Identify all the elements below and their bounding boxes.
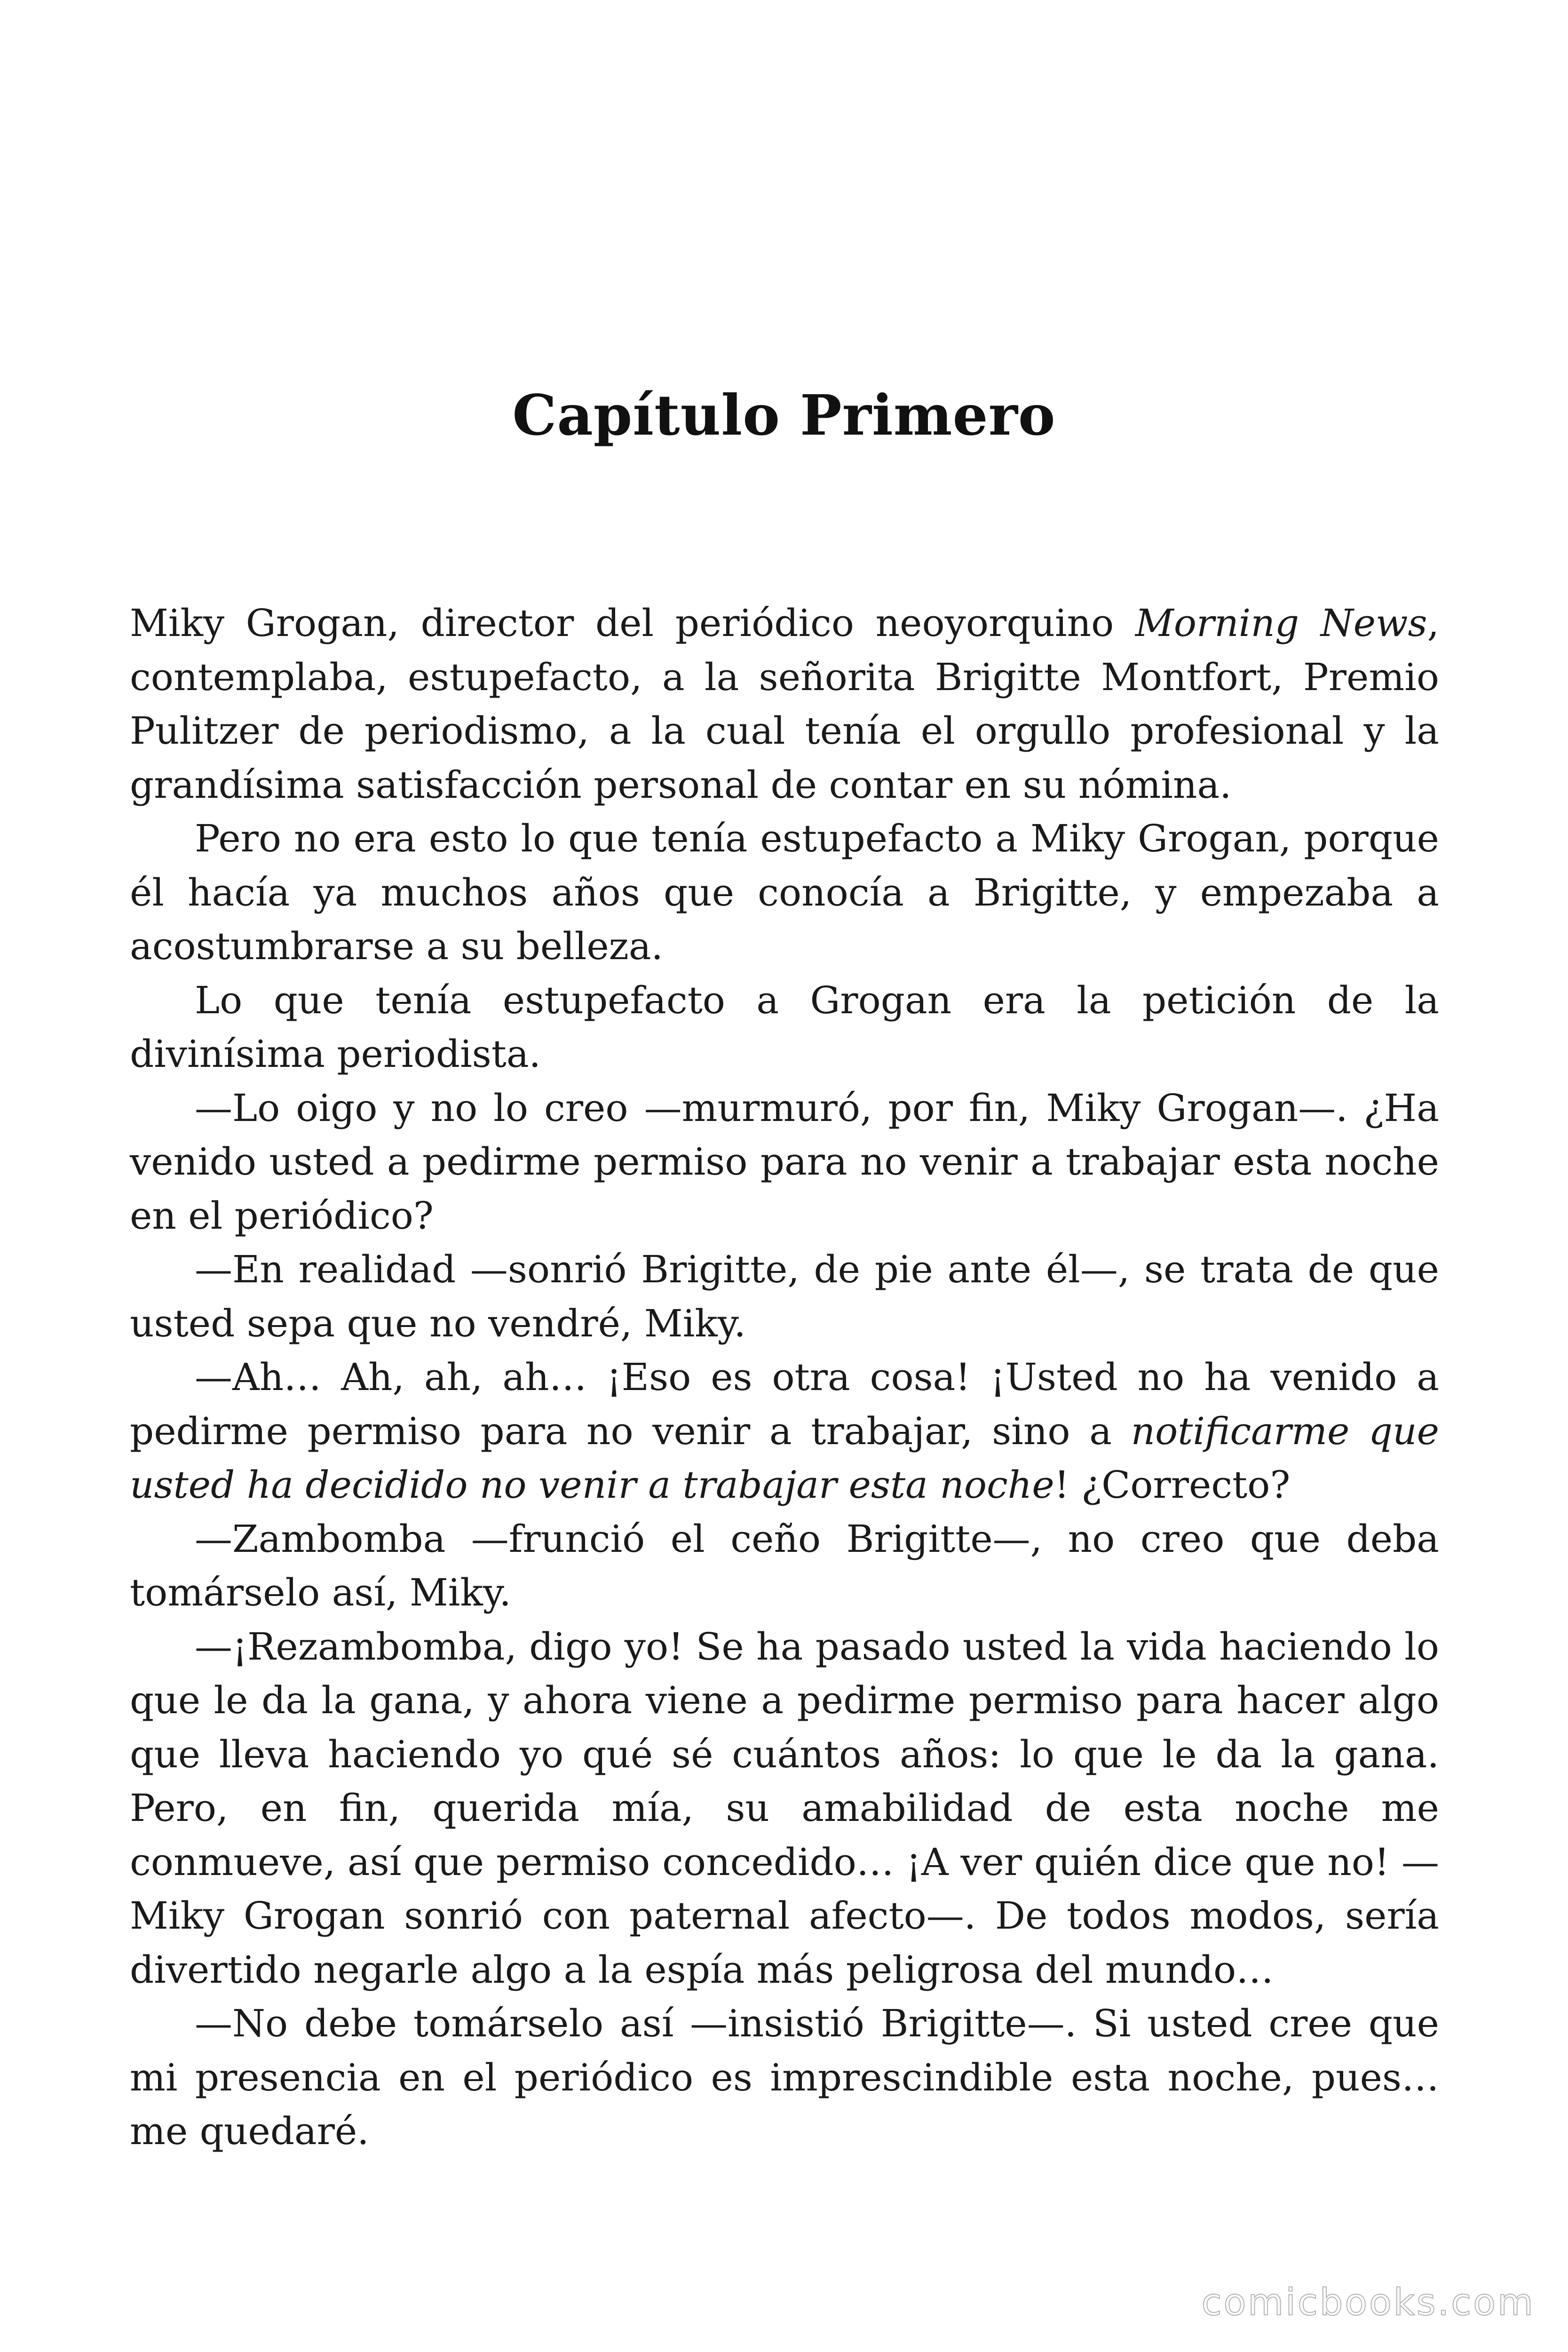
- italic-text: notificarme que usted ha decidido no venir a trabajar esta noche: [130, 1409, 1440, 1507]
- watermark: comicbooks.com: [1201, 2281, 1535, 2324]
- paragraph: [130, 1997, 1439, 2159]
- text-run: —Zambomba —frunció el ceño Brigitte—, no creo que deba tomárselo así, Miky.: [130, 1517, 1439, 1614]
- italic-text: Morning News: [1135, 601, 1427, 645]
- paragraph: [130, 1243, 1439, 1351]
- text-run: —Lo oigo y no lo creo —murmuró, por fin, Miky Grogan—. ¿Ha venido usted a pedirme permiso para no venir a trabajar esta noche en el periódico?: [130, 1086, 1439, 1238]
- paragraph: [130, 1620, 1439, 1997]
- text-run: ! ¿Correcto?: [1054, 1463, 1291, 1507]
- chapter-title: Capítulo Primero: [512, 382, 1056, 448]
- paragraph: [130, 1512, 1439, 1620]
- paragraph: [130, 1351, 1439, 1512]
- text-run: , contemplaba, estupefacto, a la señorita Brigitte Montfort, Premio Pulitzer de periodismo, a la cual tenía el orgullo profesional y la grandísima satisfacción personal de contar en su nómina.: [130, 601, 1440, 807]
- text-run: —Ah… Ah, ah, ah… ¡Eso es otra cosa! ¡Usted no ha venido a pedirme permiso para no venir a trabajar, sino a: [130, 1355, 1439, 1453]
- text-run: Miky Grogan, director del periódico neoyorquino: [130, 601, 1135, 645]
- paragraph: [130, 1081, 1439, 1243]
- chapter-body: [130, 596, 1439, 2159]
- text-run: —¡Rezambomba, digo yo! Se ha pasado usted la vida haciendo lo que le da la gana, y ahora viene a pedirme permiso para hacer algo que lleva haciendo yo qué sé cuántos años: lo que le da la gana. Pero, en fin, querida mía, su amabilidad de esta noche me conmueve, así que permiso concedido… ¡A ver quién dice que no! —Miky Grogan sonrió con paternal afecto—. De todos modos, sería divertido negarle algo a la espía más peligrosa del mundo…: [130, 1624, 1439, 1992]
- text-run: —No debe tomárselo así —insistió Brigitte—. Si usted cree que mi presencia en el periódico es imprescindible esta noche, pues… me quedaré.: [130, 2002, 1439, 2153]
- text-run: —En realidad —sonrió Brigitte, de pie ante él—, se trata de que usted sepa que no vendré, Miky.: [130, 1248, 1439, 1345]
- text-run: Lo que tenía estupefacto a Grogan era la petición de la divinísima periodista.: [130, 978, 1439, 1076]
- paragraph: [130, 974, 1439, 1081]
- paragraph: [130, 596, 1439, 812]
- paragraph: [130, 812, 1439, 974]
- text-run: Pero no era esto lo que tenía estupefacto a Miky Grogan, porque él hacía ya muchos años que conocía a Brigitte, y empezaba a acostumbrarse a su belleza.: [130, 817, 1439, 968]
